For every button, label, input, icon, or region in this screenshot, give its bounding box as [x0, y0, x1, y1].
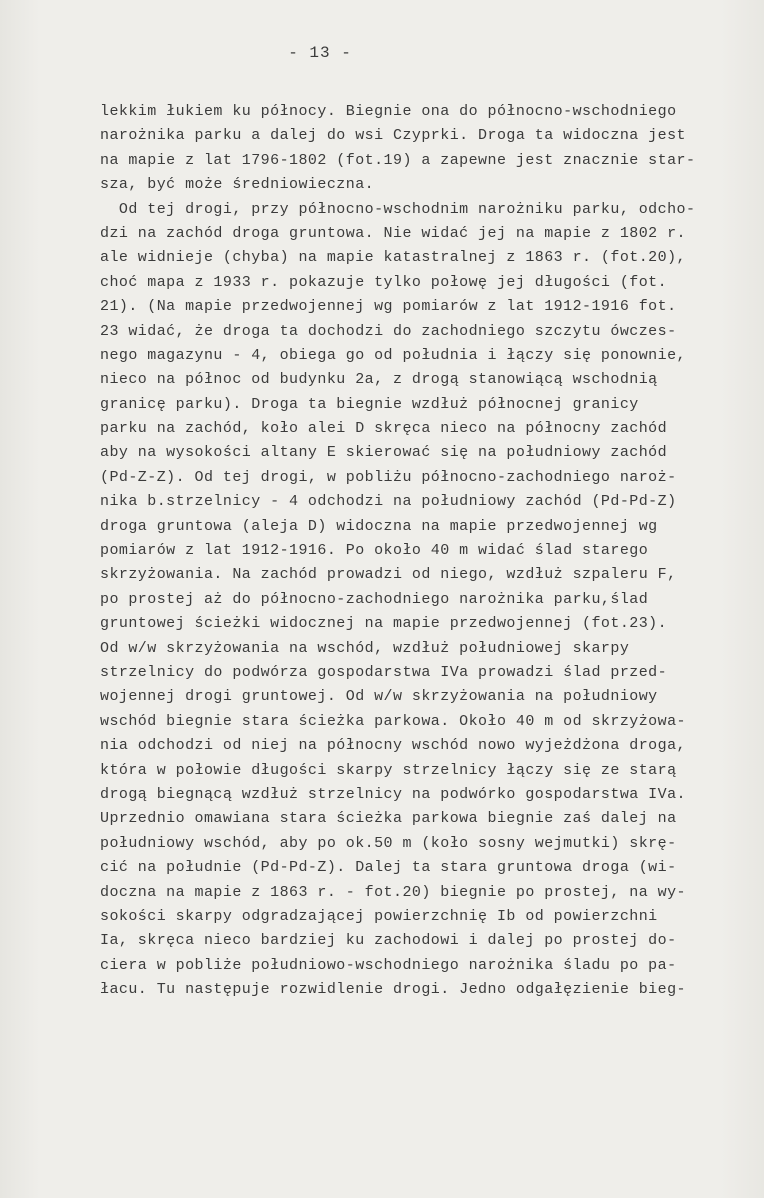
text-line: która w połowie długości skarpy strzelnicy łączy się ze starą: [100, 761, 677, 779]
text-line: po prostej aż do północno-zachodniego narożnika parku,ślad: [100, 590, 649, 608]
text-line: na mapie z lat 1796-1802 (fot.19) a zapewne jest znacznie star-: [100, 151, 696, 169]
text-line: drogą biegnącą wzdłuż strzelnicy na podwórko gospodarstwa IVa.: [100, 785, 686, 803]
text-line: ciera w pobliże południowo-wschodniego narożnika śladu po pa-: [100, 956, 677, 974]
text-line: południowy wschód, aby po ok.50 m (koło sosny wejmutki) skrę-: [100, 834, 677, 852]
text-line: Od tej drogi, przy północno-wschodnim narożniku parku, odcho-: [100, 200, 696, 218]
text-line: Uprzednio omawiana stara ścieżka parkowa biegnie zaś dalej na: [100, 810, 677, 828]
page-number: - 13 -: [288, 44, 352, 62]
text-line: 21). (Na mapie przedwojennej wg pomiarów z lat 1912-1916 fot.: [100, 298, 677, 316]
body-text: [100, 100, 760, 1002]
text-line: ale widnieje (chyba) na mapie katastralnej z 1863 r. (fot.20),: [100, 249, 686, 267]
text-line: nieco na północ od budynku 2a, z drogą stanowiącą wschodnią: [100, 371, 658, 389]
text-line: 23 widać, że droga ta dochodzi do zachodniego szczytu ówczes-: [100, 322, 677, 340]
text-line: łacu. Tu następuje rozwidlenie drogi. Jedno odgałęzienie bieg-: [100, 981, 686, 999]
text-line: sza, być może średniowieczna.: [100, 176, 375, 194]
text-line: aby na wysokości altany E skierować się na południowy zachód: [100, 444, 668, 462]
text-line: wojennej drogi gruntowej. Od w/w skrzyżowania na południowy: [100, 688, 658, 706]
text-line: (Pd-Z-Z). Od tej drogi, w pobliżu północno-zachodniego naroż-: [100, 468, 677, 486]
text-line: wschód biegnie stara ścieżka parkowa. Około 40 m od skrzyżowa-: [100, 712, 686, 730]
text-line: nika b.strzelnicy - 4 odchodzi na południowy zachód (Pd-Pd-Z): [100, 493, 677, 511]
text-line: sokości skarpy odgradzającej powierzchnię Ib od powierzchni: [100, 907, 658, 925]
text-line: strzelnicy do podwórza gospodarstwa IVa prowadzi ślad przed-: [100, 663, 668, 681]
text-line: lekkim łukiem ku północy. Biegnie ona do północno-wschodniego: [100, 103, 677, 120]
text-line: granicę parku). Droga ta biegnie wzdłuż północnej granicy: [100, 395, 639, 413]
text-line: narożnika parku a dalej do wsi Czyprki. Droga ta widoczna jest: [100, 127, 686, 145]
text-line: choć mapa z 1933 r. pokazuje tylko połowę jej długości (fot.: [100, 273, 668, 291]
text-line: pomiarów z lat 1912-1916. Po około 40 m widać ślad starego: [100, 542, 649, 560]
text-line: dzi na zachód droga gruntowa. Nie widać jej na mapie z 1802 r.: [100, 224, 686, 242]
text-line: cić na południe (Pd-Pd-Z). Dalej ta stara gruntowa droga (wi-: [100, 859, 677, 877]
text-line: nia odchodzi od niej na północny wschód nowo wyjeżdżona droga,: [100, 737, 686, 755]
text-line: Od w/w skrzyżowania na wschód, wzdłuż południowej skarpy: [100, 639, 630, 657]
text-line: gruntowej ścieżki widocznej na mapie przedwojennej (fot.23).: [100, 615, 668, 633]
text-line: skrzyżowania. Na zachód prowadzi od niego, wzdłuż szpaleru F,: [100, 566, 677, 584]
text-line: droga gruntowa (aleja D) widoczna na mapie przedwojennej wg: [100, 517, 658, 535]
text-line: parku na zachód, koło alei D skręca nieco na północny zachód: [100, 420, 668, 438]
text-line: doczna na mapie z 1863 r. - fot.20) biegnie po prostej, na wy-: [100, 883, 686, 901]
text-line: nego magazynu - 4, obiega go od południa i łączy się ponownie,: [100, 346, 686, 364]
text-line: Ia, skręca nieco bardziej ku zachodowi i dalej po prostej do-: [100, 932, 677, 950]
